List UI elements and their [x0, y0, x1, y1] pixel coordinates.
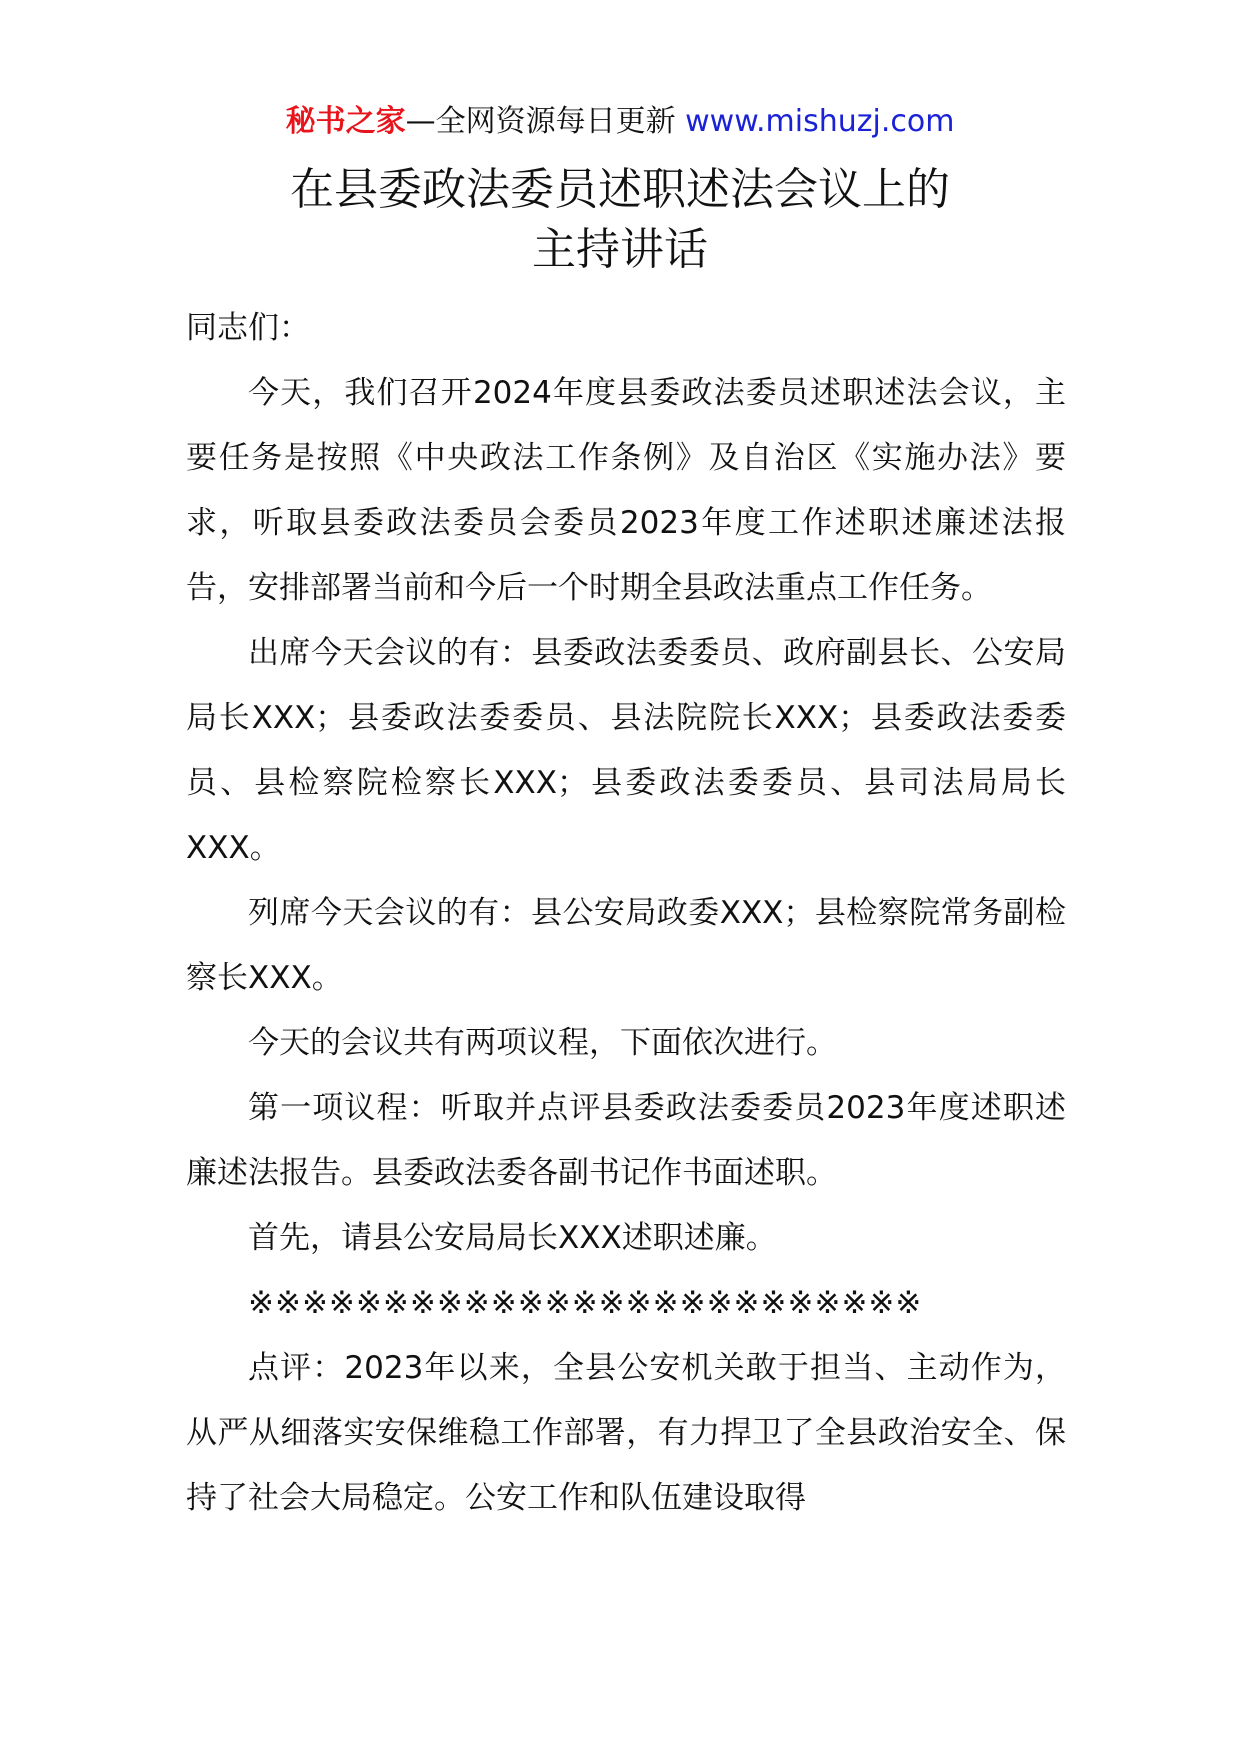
brand-name: 秘书之家	[285, 104, 406, 139]
paragraph-agenda-item-1: 第一项议程：听取并点评县委政法委委员2023年度述职述廉述法报告。县委政法委各副书记作书面述职。	[186, 1090, 1066, 1191]
title-line-2: 主持讲话	[532, 224, 708, 275]
header-slogan: —全网资源每日更新	[405, 104, 686, 139]
website-link[interactable]: www.mishuzj.com	[685, 104, 955, 139]
source-header	[0, 100, 1240, 144]
title-line-1: 在县委政法委员述职述法会议上的	[290, 164, 950, 215]
paragraph-observers: 列席今天会议的有：县公安局政委XXX；县检察院常务副检察长XXX。	[186, 895, 1066, 996]
paragraph-agenda-intro: 今天的会议共有两项议程，下面依次进行。	[248, 1025, 837, 1061]
paragraph-attendees: 出席今天会议的有：县委政法委委员、政府副县长、公安局局长XXX；县委政法委委员、县法院院长XXX；县委政法委委员、县检察院检察长XXX；县委政法委委员、县司法局局长XXX。	[186, 635, 1066, 866]
document-body	[186, 296, 1066, 1531]
paragraph-opening: 今天，我们召开2024年度县委政法委员述职述法会议，主要任务是按照《中央政法工作条例》及自治区《实施办法》要求，听取县委政法委员会委员2023年度工作述职述廉述法报告，安排部署当前和今后一个时期全县政法重点工作任务。	[186, 375, 1066, 606]
salutation: 同志们：	[186, 310, 310, 346]
paragraph-comment: 点评：2023年以来，全县公安机关敢于担当、主动作为，从严从细落实安保维稳工作部署，有力捍卫了全县政治安全、保持了社会大局稳定。公安工作和队伍建设取得	[186, 1350, 1066, 1516]
document-title	[0, 160, 1240, 280]
paragraph-first-speaker: 首先，请县公安局局长XXX述职述廉。	[248, 1220, 777, 1256]
separator-stars: ※※※※※※※※※※※※※※※※※※※※※※※※※	[248, 1285, 923, 1321]
